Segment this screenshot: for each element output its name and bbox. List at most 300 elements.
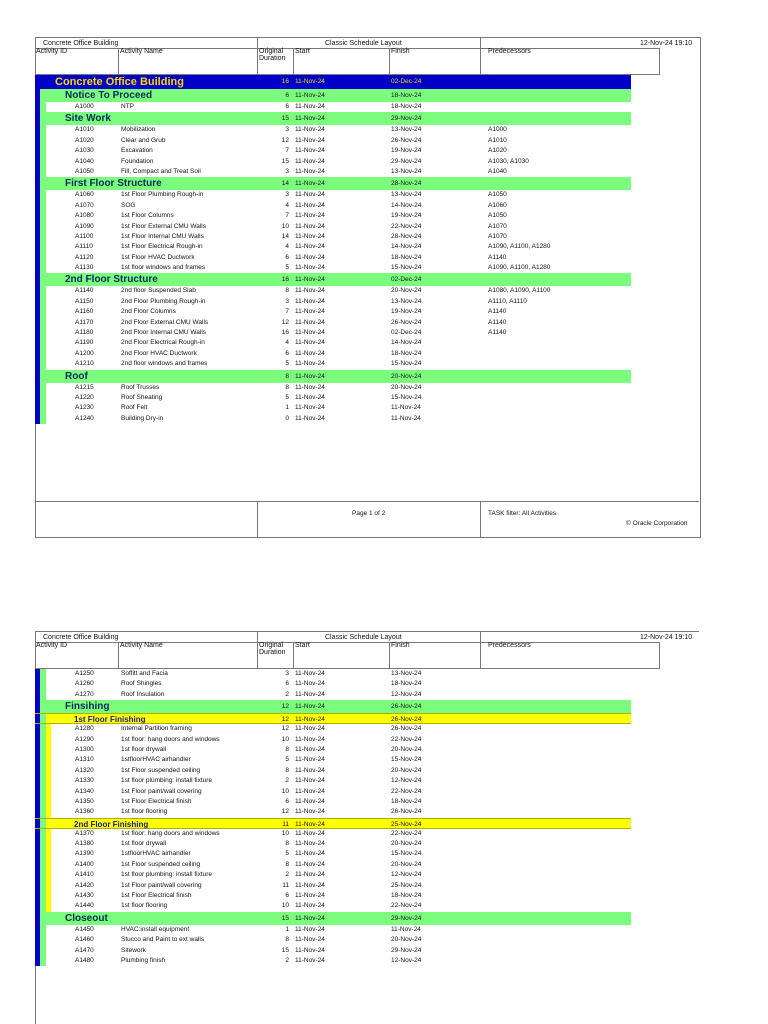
predecessors-cell: A1040 [488,167,507,175]
activity-row[interactable] [35,797,631,807]
report-header [35,37,699,75]
duration-cell: 8 [285,372,289,380]
schedule-table [35,669,631,966]
activity-row[interactable] [35,935,631,945]
start-cell: 11-Nov-24 [295,136,325,144]
activity-row[interactable] [35,211,631,221]
activity-name: 1st floor drywall [121,840,167,848]
activity-row[interactable] [35,849,631,859]
activity-row[interactable] [35,925,631,935]
col-divider [257,631,258,669]
duration-cell: 15 [281,946,289,954]
start-cell: 11-Nov-24 [295,383,325,391]
finish-cell: 11-Nov-24 [391,404,421,412]
activity-id: A1300 [75,745,94,753]
wbs-level-bar [40,328,46,338]
activity-name: 1st Floor HVAC Ductwork [121,253,195,261]
finish-cell: 22-Nov-24 [391,902,422,910]
activity-row[interactable] [35,167,631,177]
activity-id: A1320 [75,766,94,774]
start-cell: 11-Nov-24 [295,745,325,753]
activity-name: Roof Sheating [121,393,163,401]
wbs-level-bar [35,89,40,102]
wbs-level-bar [46,849,51,859]
activity-id: A1210 [75,360,94,368]
activity-row[interactable] [35,307,631,317]
start-cell: 11-Nov-24 [295,871,325,879]
activity-name: 1st Floor paint/wall covering [121,787,202,795]
start-cell: 11-Nov-24 [295,914,325,922]
activity-row[interactable] [35,766,631,776]
project-title: Concrete Office Building [43,634,119,641]
duration-cell: 7 [285,308,289,316]
start-cell: 11-Nov-24 [295,318,325,326]
finish-cell: 22-Nov-24 [391,735,422,743]
finish-cell: 18-Nov-24 [391,349,422,357]
finish-cell: 26-Nov-24 [391,716,422,724]
activity-row[interactable] [35,201,631,211]
activity-name: Stucco and Paint to ext walls [121,936,205,944]
wbs-level-bar [40,679,46,689]
layout-title: Classic Schedule Layout [325,634,402,641]
wbs-level-bar [35,912,40,925]
col-divider [118,48,119,75]
wbs-level-bar [40,232,46,242]
activity-id: A1180 [75,329,94,337]
activity-row[interactable] [35,318,631,328]
duration-cell: 5 [285,393,289,401]
activity-name: 1st floor plumbing: install fixture [121,777,213,785]
wbs-level-bar [40,690,46,700]
duration-cell: 2 [285,956,289,964]
duration-cell: 16 [281,78,289,85]
wbs-row[interactable] [35,89,631,102]
wbs-level-bar [35,370,40,383]
finish-cell: 12-Nov-24 [391,956,422,964]
wbs-level-bar [40,925,46,935]
start-cell: 11-Nov-24 [295,360,325,368]
activity-row[interactable] [35,860,631,870]
start-cell: 11-Nov-24 [295,716,325,724]
activity-row[interactable] [35,881,631,891]
col-header-activity-id[interactable]: Activity ID [36,48,68,55]
activity-id: A1440 [75,902,94,910]
duration-cell: 10 [281,787,289,795]
activity-name: 1st floor drywall [121,745,167,753]
duration-cell: 6 [285,892,289,900]
start-cell: 11-Nov-24 [295,92,325,99]
activity-name: Clear and Grub [121,136,166,144]
activity-name: 1st floor flooring [121,808,168,816]
activity-name: 1st floor flooring [121,902,168,910]
activity-id: A1270 [75,690,94,698]
activity-row[interactable] [35,839,631,849]
wbs-name: Site Work [65,113,111,125]
duration-cell: 2 [285,871,289,879]
start-cell: 11-Nov-24 [295,147,325,155]
activity-id: A1080 [75,212,94,220]
activity-row[interactable] [35,242,631,252]
duration-cell: 12 [281,808,289,816]
finish-cell: 20-Nov-24 [391,936,422,944]
wbs-level-bar [40,414,46,424]
finish-cell: 20-Nov-24 [391,287,422,295]
activity-row[interactable] [35,414,631,424]
wbs-level-bar [40,286,46,296]
start-cell: 11-Nov-24 [295,725,325,733]
duration-cell: 7 [285,147,289,155]
col-header-activity-name[interactable]: Activity Name [120,48,163,55]
wbs-level-bar [40,714,46,723]
activity-id: A1410 [75,871,94,879]
finish-cell: 20-Nov-24 [391,745,422,753]
activity-row[interactable] [35,807,631,817]
finish-cell: 15-Nov-24 [391,360,422,368]
activity-name: NTP [121,103,134,110]
start-cell: 11-Nov-24 [295,787,325,795]
start-cell: 11-Nov-24 [295,222,325,230]
start-cell: 11-Nov-24 [295,690,325,698]
activity-row[interactable] [35,136,631,146]
start-cell: 11-Nov-24 [295,680,325,688]
finish-cell: 13-Nov-24 [391,191,422,199]
activity-row[interactable] [35,349,631,359]
col-divider [293,48,294,75]
start-cell: 11-Nov-24 [295,201,325,209]
predecessors-cell: A1020 [488,147,507,155]
duration-cell: 1 [285,925,289,933]
activity-name: Mobilization [121,126,156,134]
start-cell: 11-Nov-24 [295,777,325,785]
finish-cell: 29-Nov-24 [391,946,422,954]
start-cell: 11-Nov-24 [295,264,325,272]
footer-divider [257,502,258,537]
col-header-finish[interactable]: Finish [391,48,410,55]
col-header-start[interactable]: Start [295,48,310,55]
col-header-activity-id[interactable]: Activity ID [36,642,68,649]
finish-cell: 13-Nov-24 [391,167,422,175]
activity-row[interactable] [35,735,631,745]
duration-cell: 8 [285,936,289,944]
duration-cell: 10 [281,222,289,230]
activity-row[interactable] [35,359,631,369]
duration-cell: 8 [285,860,289,868]
duration-cell: 6 [285,253,289,261]
activity-name: Foundation [121,157,154,165]
activity-row[interactable] [35,286,631,296]
start-cell: 11-Nov-24 [295,157,325,165]
activity-row[interactable] [35,679,631,689]
wbs-row[interactable] [35,700,631,713]
activity-id: A1010 [75,126,94,134]
activity-id: A1390 [75,850,94,858]
finish-cell: 22-Nov-24 [391,787,422,795]
schedule-table [35,75,631,424]
col-divider [659,48,660,75]
start-cell: 11-Nov-24 [295,946,325,954]
wbs-level-bar [46,881,51,891]
finish-cell: 18-Nov-24 [391,680,422,688]
wbs-row[interactable] [35,112,631,125]
activity-row[interactable] [35,745,631,755]
schedule-page-1 [35,37,699,537]
activity-id: A1400 [75,860,94,868]
wbs-row[interactable] [35,713,631,724]
wbs-level-bar [40,359,46,369]
activity-name: Roof Trusses [121,383,160,391]
wbs-level-bar [40,393,46,403]
wbs-row[interactable] [35,177,631,190]
duration-cell: 5 [285,360,289,368]
col-divider [480,631,481,669]
wbs-level-bar [40,669,46,679]
activity-name: Building Dry-in [121,414,164,422]
start-cell: 11-Nov-24 [295,339,325,347]
wbs-row[interactable] [35,912,631,925]
activity-row[interactable] [35,157,631,167]
wbs-level-bar [46,829,51,839]
finish-cell: 18-Nov-24 [391,103,422,110]
activity-name: SOG [121,201,136,209]
wbs-row[interactable] [35,273,631,286]
start-cell: 11-Nov-24 [295,243,325,251]
activity-name: 1st Floor Electrical finish [121,892,192,900]
activity-id: A1230 [75,404,94,412]
start-cell: 11-Nov-24 [295,126,325,134]
wbs-level-bar [46,839,51,849]
predecessors-cell: A1090, A1100, A1280 [488,243,551,251]
activity-name: Roof Shingles [121,680,162,688]
start-cell: 11-Nov-24 [295,404,325,412]
col-header-activity-name[interactable]: Activity Name [120,642,163,649]
start-cell: 11-Nov-24 [295,925,325,933]
activity-row[interactable] [35,776,631,786]
finish-cell: 12-Nov-24 [391,777,422,785]
start-cell: 11-Nov-24 [295,860,325,868]
finish-cell: 20-Nov-24 [391,372,422,380]
activity-id: A1480 [75,956,94,964]
duration-cell: 15 [281,157,289,165]
start-cell: 11-Nov-24 [295,372,325,380]
duration-cell: 16 [281,276,289,284]
activity-id: A1200 [75,349,94,357]
wbs-name: 1st Floor Finishing [74,715,146,725]
activity-name: Roof Insulation [121,690,165,698]
activity-row[interactable] [35,870,631,880]
duration-cell: 8 [285,766,289,774]
activity-name: Plumbing finish [121,956,166,964]
wbs-row[interactable] [35,75,631,89]
finish-cell: 28-Nov-24 [391,180,422,188]
activity-id: A1470 [75,946,94,954]
activity-name: Fill, Compact and Treat Soil [121,167,201,175]
copyright: © Oracle Corporation [626,520,688,527]
wbs-level-bar [40,136,46,146]
activity-id: A1190 [75,339,94,347]
activity-row[interactable] [35,146,631,156]
wbs-level-bar [40,222,46,232]
activity-row[interactable] [35,263,631,273]
activity-row[interactable] [35,297,631,307]
predecessors-cell: A1140 [488,329,507,337]
activity-id: A1120 [75,253,94,261]
activity-row[interactable] [35,901,631,911]
duration-cell: 0 [285,414,289,422]
finish-cell: 12-Nov-24 [391,871,422,879]
finish-cell: 13-Nov-24 [391,297,422,305]
finish-cell: 02-Dec-24 [391,329,422,337]
activity-row[interactable] [35,253,631,263]
duration-cell: 3 [285,167,289,175]
wbs-level-bar [40,263,46,273]
finish-cell: 26-Nov-24 [391,725,422,733]
finish-cell: 26-Nov-24 [391,703,422,711]
duration-cell: 2 [285,777,289,785]
start-cell: 11-Nov-24 [295,393,325,401]
finish-cell: 29-Nov-24 [391,115,422,123]
duration-cell: 3 [285,670,289,677]
finish-cell: 02-Dec-24 [391,276,422,284]
activity-row[interactable] [35,393,631,403]
activity-row[interactable] [35,690,631,700]
wbs-row[interactable] [35,818,631,829]
duration-cell: 10 [281,902,289,910]
start-cell: 11-Nov-24 [295,232,325,240]
activity-name: Roof Felt [121,404,148,412]
col-divider [389,642,390,669]
activity-row[interactable] [35,946,631,956]
activity-id: A1310 [75,756,94,764]
activity-name: 2nd Floor Columns [121,308,176,316]
activity-row[interactable] [35,829,631,839]
wbs-level-bar [40,297,46,307]
duration-cell: 8 [285,745,289,753]
activity-name: 1st Floor Electrical finish [121,797,192,805]
duration-cell: 5 [285,756,289,764]
activity-row[interactable] [35,102,631,112]
activity-row[interactable] [35,232,631,242]
activity-name: Internal Partition framing [121,725,192,733]
start-cell: 11-Nov-24 [295,115,325,123]
activity-row[interactable] [35,338,631,348]
finish-cell: 14-Nov-24 [391,201,422,209]
activity-row[interactable] [35,956,631,966]
col-header-predecessors[interactable]: Predecessors [488,642,531,649]
finish-cell: 19-Nov-24 [391,212,422,220]
col-header-start[interactable]: Start [295,642,310,649]
wbs-row[interactable] [35,370,631,383]
wbs-name: Finsihing [65,701,110,713]
activity-row[interactable] [35,328,631,338]
activity-row[interactable] [35,403,631,413]
wbs-level-bar [46,724,51,734]
finish-cell: 14-Nov-24 [391,243,422,251]
activity-id: A1360 [75,808,94,816]
duration-cell: 8 [285,840,289,848]
finish-cell: 20-Nov-24 [391,383,422,391]
page-number: Page 1 of 2 [352,510,386,517]
project-title: Concrete Office Building [43,40,119,47]
duration-cell: 5 [285,850,289,858]
finish-cell: 13-Nov-24 [391,670,422,677]
activity-name: Soffitt and Facia [121,670,168,677]
activity-row[interactable] [35,190,631,200]
predecessors-cell: A1070 [488,232,507,240]
wbs-level-bar [40,242,46,252]
activity-row[interactable] [35,755,631,765]
duration-cell: 6 [285,680,289,688]
wbs-level-bar [35,177,40,190]
activity-row[interactable] [35,669,631,679]
activity-id: A1170 [75,318,94,326]
wbs-name: Closeout [65,912,108,924]
activity-row[interactable] [35,891,631,901]
start-cell: 11-Nov-24 [295,191,325,199]
activity-name: Excavation [121,147,153,155]
col-header-duration[interactable]: Original Duration [259,48,286,62]
col-header-predecessors[interactable]: Predecessors [488,48,531,55]
duration-cell: 10 [281,829,289,837]
activity-id: A1160 [75,308,94,316]
wbs-name: 2nd Floor Finishing [74,819,149,829]
predecessors-cell: A1140 [488,318,507,326]
wbs-level-bar [40,167,46,177]
activity-id: A1280 [75,725,94,733]
activity-id: A1420 [75,881,94,889]
duration-cell: 14 [281,232,289,240]
finish-cell: 15-Nov-24 [391,393,422,401]
start-cell: 11-Nov-24 [295,956,325,964]
duration-cell: 3 [285,191,289,199]
start-cell: 11-Nov-24 [295,297,325,305]
wbs-name: Concrete Office Building [55,76,184,88]
start-cell: 11-Nov-24 [295,180,325,188]
start-cell: 11-Nov-24 [295,766,325,774]
wbs-level-bar [46,787,51,797]
activity-name: 1st Floor Columns [121,212,174,220]
duration-cell: 3 [285,126,289,134]
duration-cell: 5 [285,264,289,272]
predecessors-cell: A1010 [488,136,507,144]
activity-id: A1220 [75,393,94,401]
duration-cell: 12 [281,725,289,733]
col-header-finish[interactable]: Finish [391,642,410,649]
finish-cell: 19-Nov-24 [391,308,422,316]
finish-cell: 18-Nov-24 [391,253,422,261]
finish-cell: 11-Nov-24 [391,414,421,422]
activity-row[interactable] [35,125,631,135]
start-cell: 11-Nov-24 [295,735,325,743]
activity-name: 2nd floor windows and frames [121,360,208,368]
wbs-level-bar [46,735,51,745]
activity-row[interactable] [35,383,631,393]
wbs-level-bar [46,901,51,911]
activity-row[interactable] [35,724,631,734]
footer-divider [480,502,481,537]
activity-row[interactable] [35,222,631,232]
activity-name: 1st Floor suspended ceiling [121,860,201,868]
finish-cell: 20-Nov-24 [391,860,422,868]
wbs-name: Roof [65,370,88,382]
wbs-level-bar [40,819,46,828]
activity-id: A1380 [75,840,94,848]
activity-row[interactable] [35,787,631,797]
col-header-duration[interactable]: Original Duration [259,642,286,656]
activity-id: A1350 [75,797,94,805]
finish-cell: 13-Nov-24 [391,126,422,134]
activity-id: A1020 [75,136,94,144]
finish-cell: 26-Nov-24 [391,318,422,326]
